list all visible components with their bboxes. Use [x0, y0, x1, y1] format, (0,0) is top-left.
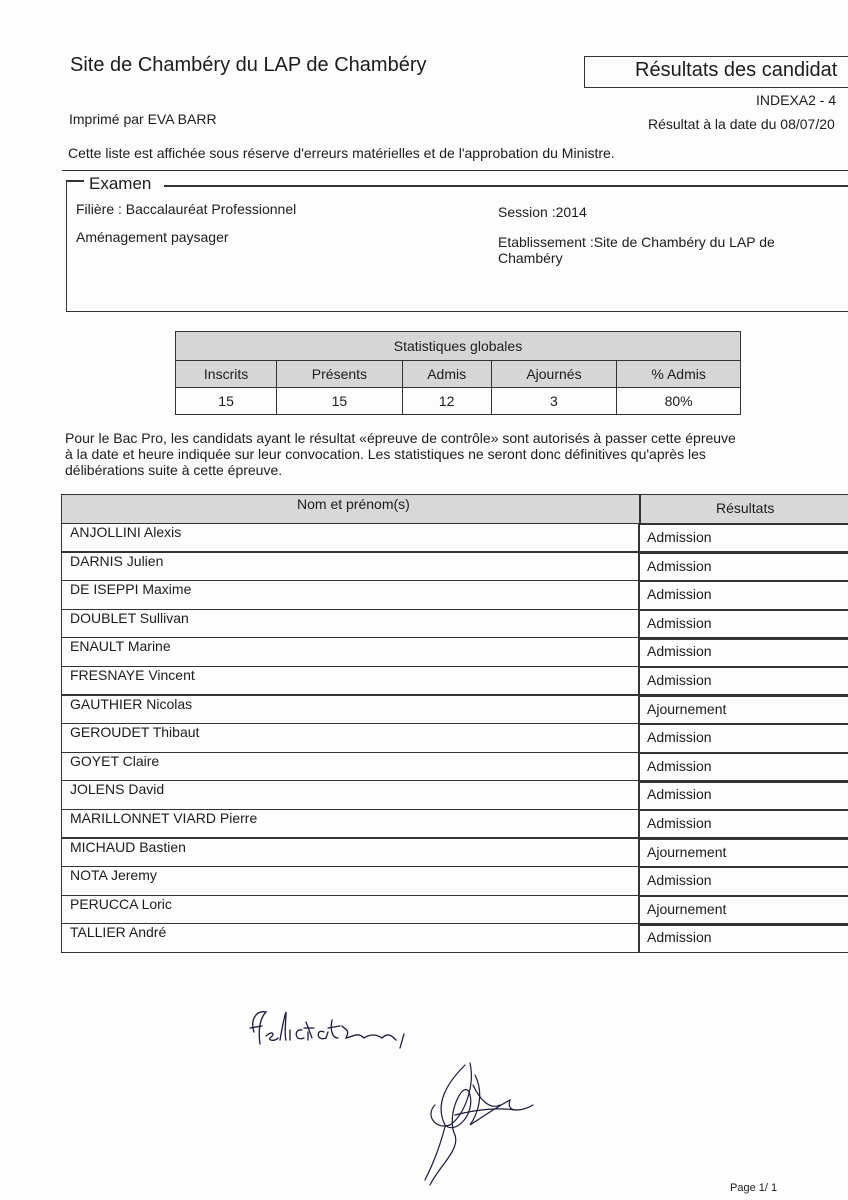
candidate-name: ENAULT Marine [70, 638, 171, 655]
table-row [61, 724, 848, 753]
document-title-box [584, 56, 848, 88]
candidate-result: Admission [647, 929, 712, 946]
table-row [61, 638, 848, 667]
table-row [61, 867, 848, 896]
candidate-result: Ajournement [647, 700, 727, 717]
stats-header: Admis [402, 361, 491, 388]
stats-title: Statistiques globales [176, 332, 741, 361]
candidate-result: Admission [647, 614, 712, 631]
candidate-name: GOYET Claire [70, 752, 160, 769]
candidate-result: Admission [647, 671, 712, 688]
candidate-result: Admission [647, 872, 712, 889]
candidate-name: FRESNAYE Vincent [70, 666, 195, 683]
table-row [61, 781, 848, 810]
column-header-result: Résultats [716, 500, 775, 516]
candidate-name: DE ISEPPI Maxime [70, 581, 192, 598]
stats-header: Présents [277, 361, 403, 388]
divider [62, 170, 848, 171]
candidate-result: Admission [647, 729, 712, 746]
candidate-name: GAUTHIER Nicolas [70, 695, 193, 712]
signature [415, 1055, 540, 1190]
etablissement-cont: Chambéry [498, 250, 563, 266]
candidate-name: PERUCCA Loric [70, 895, 172, 912]
table-row [61, 610, 848, 639]
stats-header: % Admis [617, 361, 741, 388]
note-line: Pour le Bac Pro, les candidats ayant le résultat «épreuve de contrôle» sont autorisés à passer cette épreuve [65, 430, 736, 446]
candidate-result: Ajournement [647, 843, 727, 860]
candidate-result: Admission [647, 643, 712, 660]
table-row [61, 696, 848, 725]
column-header-name: Nom et prénom(s) [297, 496, 410, 512]
results-header [61, 494, 848, 524]
candidate-name: NOTA Jeremy [70, 867, 157, 884]
handwritten-note [246, 1000, 416, 1060]
candidate-name: ANJOLLINI Alexis [70, 524, 182, 540]
candidate-name: TALLIER André [70, 924, 167, 941]
stats-value: 15 [176, 388, 277, 415]
results-table [61, 494, 848, 953]
candidate-result: Admission [647, 586, 712, 603]
table-row [61, 810, 848, 839]
disclaimer: Cette liste est affichée sous réserve d'erreurs matérielles et de l'approbation du Ministre. [68, 145, 615, 161]
filiere: Filière : Baccalauréat Professionnel [76, 201, 297, 217]
stats-value: 12 [402, 388, 491, 415]
stats-header: Ajournés [491, 361, 617, 388]
stats-header: Inscrits [176, 361, 277, 388]
stats-value: 80% [617, 388, 741, 415]
bac-pro-note [65, 430, 765, 478]
candidate-result: Ajournement [647, 900, 727, 917]
note-line: délibérations suite à cette épreuve. [65, 462, 283, 478]
note-line: à la date et heure indiquée sur leur convocation. Les statistiques ne seront donc définitives qu'après les [65, 446, 706, 462]
table-row [61, 839, 848, 868]
candidate-name: DARNIS Julien [70, 552, 164, 569]
candidate-name: JOLENS David [70, 781, 165, 798]
stats-table [175, 331, 741, 415]
candidate-result: Admission [647, 529, 712, 545]
printed-by: Imprimé par EVA BARR [69, 111, 217, 127]
table-row [61, 753, 848, 782]
results-rows [61, 524, 848, 953]
table-row [61, 667, 848, 696]
stats-value: 15 [277, 388, 403, 415]
candidate-result: Admission [647, 814, 712, 831]
page-number: Page 1/ 1 [730, 1182, 778, 1194]
site-title: Site de Chambéry du LAP de Chambéry [70, 54, 427, 76]
candidate-name: GEROUDET Thibaut [70, 724, 200, 741]
result-date: Résultat à la date du 08/07/20 [648, 116, 835, 132]
divider [66, 180, 84, 182]
candidate-name: MARILLONNET VIARD Pierre [70, 809, 258, 826]
candidate-result: Admission [647, 557, 712, 574]
candidate-result: Admission [647, 757, 712, 774]
etablissement: Etablissement :Site de Chambéry du LAP de [498, 234, 775, 250]
stats-value: 3 [491, 388, 617, 415]
specialty: Aménagement paysager [76, 229, 229, 245]
exam-legend: Examen [86, 174, 154, 194]
table-row [61, 581, 848, 610]
candidate-name: MICHAUD Bastien [70, 838, 186, 855]
document-code: INDEXA2 - 4 [756, 92, 837, 108]
table-row [61, 553, 848, 582]
candidate-result: Admission [647, 786, 712, 803]
table-row [61, 924, 848, 953]
table-row [61, 896, 848, 925]
divider [164, 185, 848, 187]
document-title: Résultats des candidat [635, 59, 838, 81]
table-row [61, 524, 848, 553]
candidate-name: DOUBLET Sullivan [70, 609, 189, 626]
session: Session :2014 [498, 204, 587, 220]
